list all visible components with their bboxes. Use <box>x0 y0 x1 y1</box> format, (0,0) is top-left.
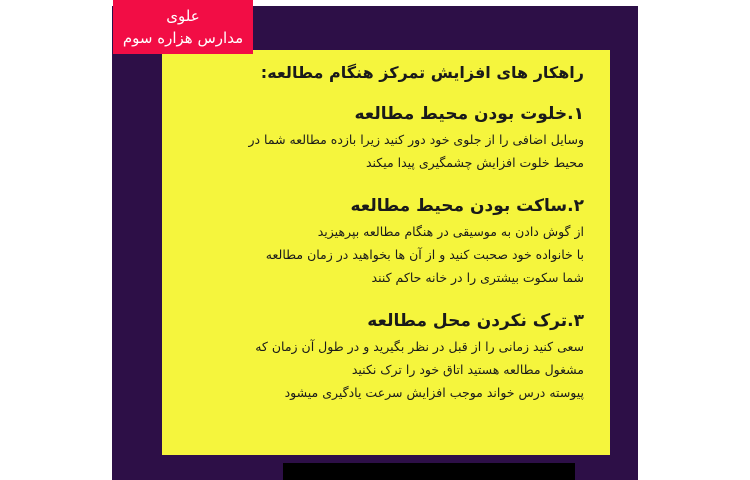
tip-heading: ۲.ساکت بودن محیط مطالعه <box>350 196 584 216</box>
badge-school: مدارس هزاره سوم <box>122 29 244 47</box>
tip-line: مشغول مطالعه هستید اتاق خود را ترک نکنید <box>351 362 584 377</box>
tip-line: محیط خلوت افزایش چشمگیری پیدا میکند <box>365 155 584 170</box>
tips-panel <box>162 50 610 455</box>
tip-heading: ۱.خلوت بودن محیط مطالعه <box>354 104 584 124</box>
poster-title: راهکار های افزایش تمرکز هنگام مطالعه: <box>260 63 584 82</box>
tip-section-3 <box>170 309 584 404</box>
tip-line: پیوسته درس خواند موجب افزایش سرعت یادگیری میشود <box>284 385 584 400</box>
school-badge <box>113 0 253 54</box>
tip-line: با خانواده خود صحبت کنید و از آن ها بخواهید در زمان مطالعه <box>265 247 584 262</box>
badge-name: علوی <box>166 7 200 25</box>
tip-heading: ۳.ترک نکردن محل مطالعه <box>367 311 584 331</box>
tip-section-2 <box>170 194 584 289</box>
bottom-strip <box>283 463 575 480</box>
tip-section-1 <box>170 102 584 174</box>
tip-line: شما سکوت بیشتری را در خانه حاکم کنند <box>371 270 584 285</box>
tip-line: سعی کنید زمانی را از قبل در نظر بگیرید و در طول آن زمان که <box>255 339 584 354</box>
tip-line: وسایل اضافی را از جلوی خود دور کنید زیرا بازده مطالعه شما در <box>248 132 584 147</box>
tip-line: از گوش دادن به موسیقی در هنگام مطالعه بپرهیزید <box>317 224 584 239</box>
